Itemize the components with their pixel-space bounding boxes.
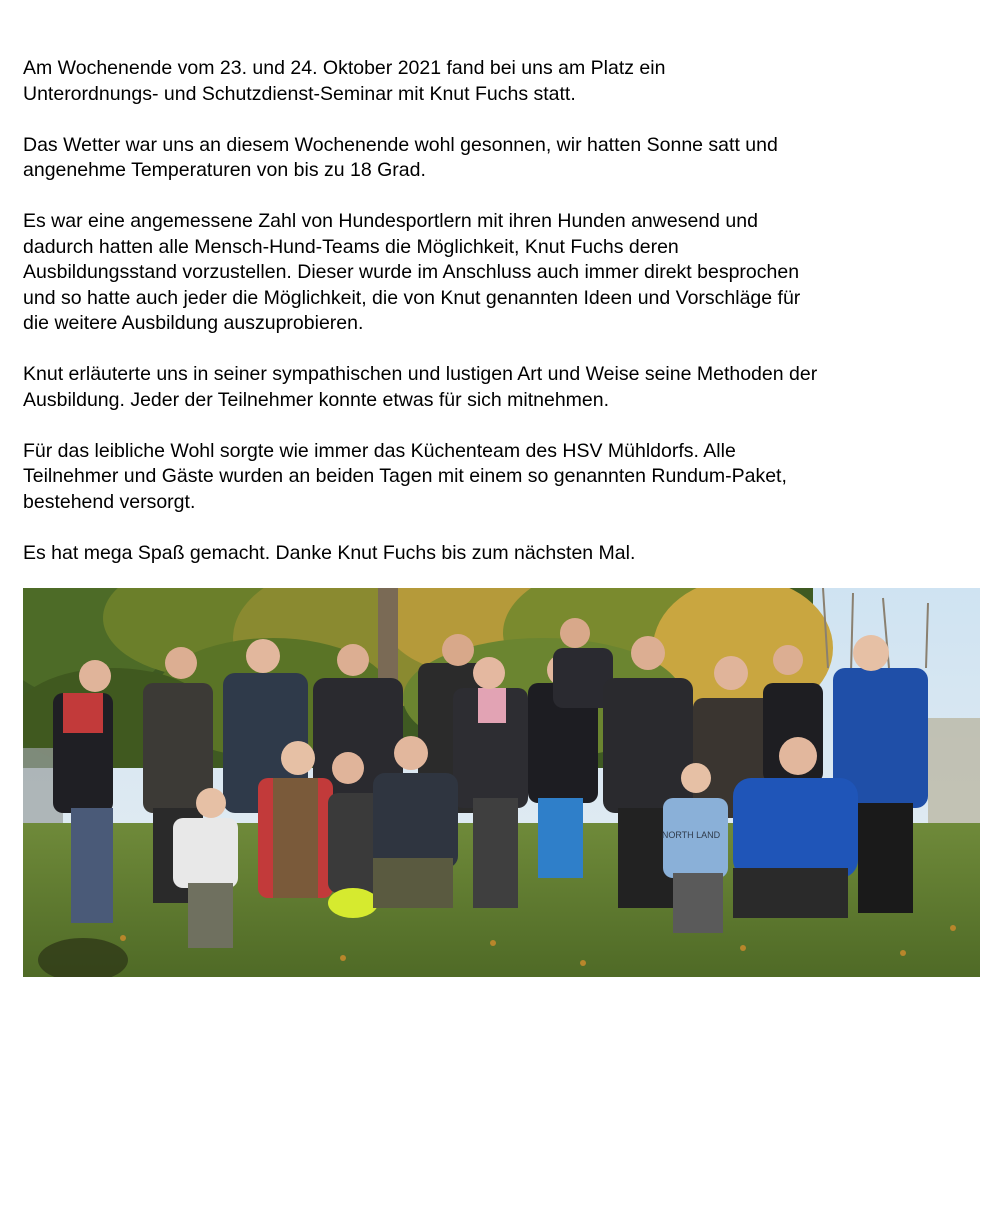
text-line: Es war eine angemessene Zahl von Hundesportlern mit ihren Hunden anwesend und <box>23 210 758 232</box>
text-line: Für das leibliche Wohl sorgte wie immer das Küchenteam des HSV Mühldorfs. Alle <box>23 439 736 462</box>
text-line: Am Wochenende vom 23. und 24. Oktober 2021 fand bei uns am Platz ein <box>23 57 666 79</box>
paragraph-catering <box>23 439 973 516</box>
paragraph-closing <box>23 541 973 567</box>
paragraph-methods <box>23 362 973 413</box>
text-line: bestehend versorgt. <box>23 490 196 513</box>
text-line: Ausbildung. Jeder der Teilnehmer konnte etwas für sich mitnehmen. <box>23 388 610 411</box>
text-line: und so hatte auch jeder die Möglichkeit, die von Knut genannten Ideen und Vorschläge für <box>23 286 801 309</box>
text-line: dadurch hatten alle Mensch-Hund-Teams die Möglichkeit, Knut Fuchs deren <box>23 235 679 258</box>
text-line: Ausbildungsstand vorzustellen. Dieser wurde im Anschluss auch immer direkt besprochen <box>23 261 800 283</box>
text-line: angenehme Temperaturen von bis zu 18 Grad. <box>23 159 426 181</box>
group-photo-illustration <box>23 588 980 977</box>
text-line: Knut erläuterte uns in seiner sympathischen und lustigen Art und Weise seine Methoden der <box>23 363 818 385</box>
paragraph-participants <box>23 209 973 337</box>
text-line: Es hat mega Spaß gemacht. Danke Knut Fuchs bis zum nächsten Mal. <box>23 541 636 564</box>
group-photo <box>23 588 980 977</box>
text-line: die weitere Ausbildung auszuprobieren. <box>23 312 364 334</box>
document-body <box>23 56 973 592</box>
paragraph-weather <box>23 133 973 184</box>
paragraph-intro <box>23 56 973 107</box>
shirt-text: NORTH LAND <box>661 830 721 840</box>
text-line: Das Wetter war uns an diesem Wochenende wohl gesonnen, wir hatten Sonne satt und <box>23 133 778 156</box>
text-line: Unterordnungs- und Schutzdienst-Seminar mit Knut Fuchs statt. <box>23 82 576 105</box>
text-line: Teilnehmer und Gäste wurden an beiden Tagen mit einem so genannten Rundum-Paket, <box>23 465 787 487</box>
